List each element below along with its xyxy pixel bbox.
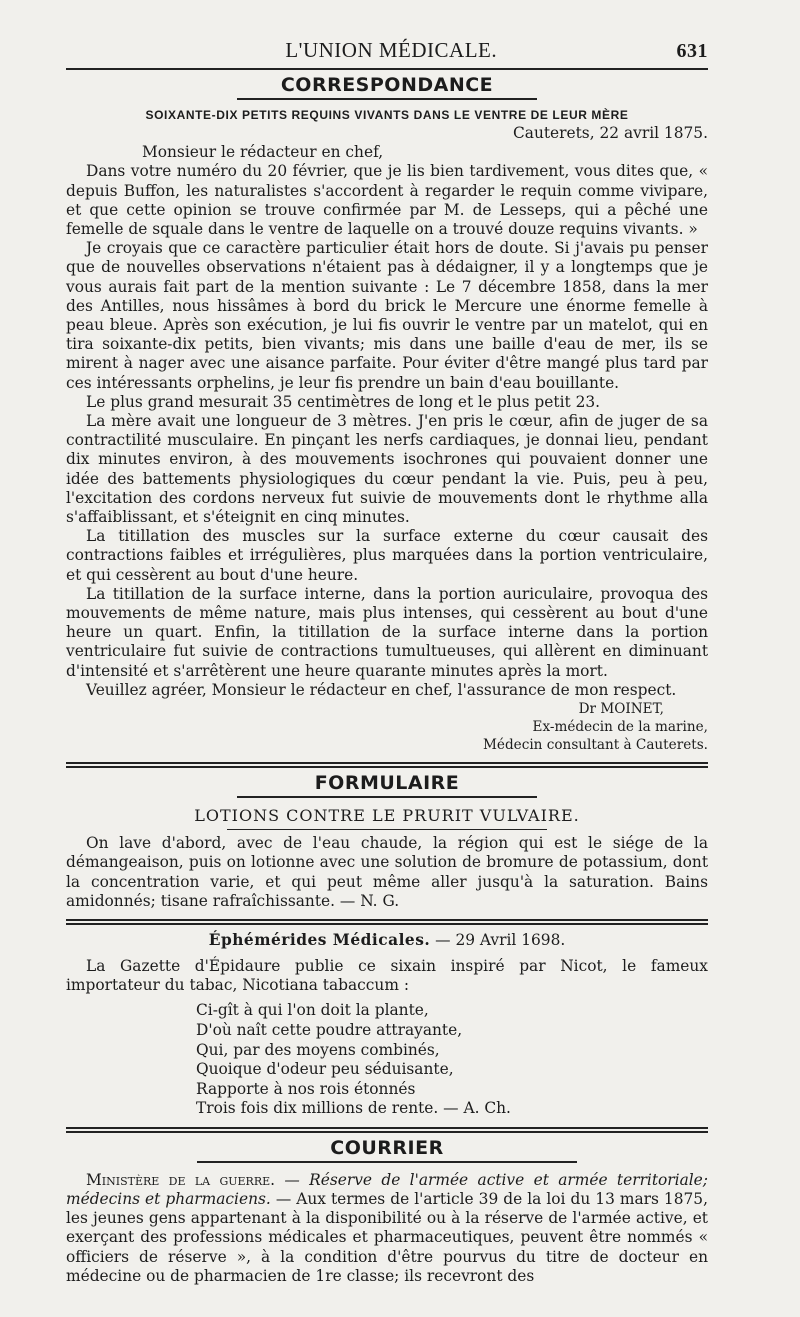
paragraph-3: Le plus grand mesurait 35 centimètres de long et le plus petit 23. bbox=[86, 392, 601, 411]
paragraph-2: Je croyais que ce caractère particulier était hors de doute. Si j'avais pu penser que de nouvelles observations n'étaient pas à dédaigner, il y a longtemps que je vous aurais fait part de la mention suivante : Le 7 décembre 1858, dans la mer des Antilles, nous hissâmes à bord du brick le Mercure une énorme femelle à peau bleue. Après son exécution, je lui fis ouvrir le ventre par un matelot, qui en tira soixante-dix petits, bien vivants; mis dans une baille d'eau de mer, ils se mirent à nager avec une aisance parfaite. Pour éviter d'être mangé plus tard par ces intéressants orphelins, je leur fis prendre un bain d'eau bouillante. bbox=[66, 239, 708, 392]
running-header bbox=[66, 38, 708, 70]
heading-rule bbox=[197, 1161, 577, 1163]
journal-title: L'UNION MÉDICALE. bbox=[285, 38, 498, 62]
paragraph-1: Dans votre numéro du 20 février, que je lis bien tardivement, vous dites que, « depuis Buffon, les naturalistes s'accordent à regarder le requin comme vivipare, et que cette opinion se trouve confirmée par M. de Lesseps, qui a pêché une femelle de squale dans le ventre de laquelle on a trouvé douze requins vivants. » bbox=[66, 162, 708, 239]
courrier-text: — Aux termes de l'article 39 de la loi du 13 mars 1875, les jeunes gens appartenant à la disponibilité ou à la réserve de l'armée active, et exerçant des professions médicales et pharmaceutiques, peuvent être nommés « officiers de réserve », à la condition d'être pourvus du titre de docteur en médecine ou de pharmacien de 1re classe; ils recevront des bbox=[66, 1190, 708, 1285]
courrier-lead: Ministère de la guerre. bbox=[86, 1170, 276, 1189]
courrier-heading-text: COURRIER bbox=[322, 1137, 451, 1159]
heading-rule bbox=[237, 98, 537, 100]
heading-rule bbox=[237, 796, 537, 798]
verse-line: Ci-gît à qui l'on doit la plante, bbox=[196, 1001, 429, 1020]
ephemerides-date: — 29 Avril 1698. bbox=[435, 930, 566, 949]
ephemerides-intro: La Gazette d'Épidaure publie ce sixain inspiré par Nicot, le fameux importateur du tabac, Nicotiana tabaccum : bbox=[66, 956, 708, 995]
verse-line: Trois fois dix millions de rente. — A. Ch. bbox=[196, 1099, 511, 1118]
section-heading-courrier bbox=[66, 1137, 708, 1159]
page-number: 631 bbox=[676, 40, 708, 62]
formulaire-heading-text: FORMULAIRE bbox=[307, 772, 468, 794]
paragraph-5: La titillation des muscles sur la surface externe du cœur causait des contractions faibles et irrégulières, plus marquées dans la portion ventriculaire, et qui cessèrent au bout d'une heure. bbox=[66, 527, 708, 584]
section-heading-formulaire bbox=[66, 772, 708, 794]
verse-line: D'où naît cette poudre attrayante, bbox=[196, 1020, 463, 1039]
ephemerides-heading bbox=[66, 931, 708, 949]
sixain-verse bbox=[196, 1001, 708, 1119]
formulaire-subheading: LOTIONS CONTRE LE PRURIT VULVAIRE. bbox=[194, 806, 580, 826]
article-subheading: SOIXANTE-DIX PETITS REQUINS VIVANTS DANS LE VENTRE DE LEUR MÈRE bbox=[145, 108, 629, 122]
dateline: Cauterets, 22 avril 1875. bbox=[513, 124, 708, 142]
correspondance-heading-text: CORRESPONDANCE bbox=[273, 74, 501, 96]
ephemerides-title: Éphémérides Médicales. bbox=[208, 930, 431, 949]
verse-line: Quoique d'odeur peu séduisante, bbox=[196, 1060, 454, 1079]
section-divider bbox=[66, 919, 708, 925]
subheading-rule bbox=[227, 829, 547, 830]
courrier-title: — Réserve de l'armée active et armée territoriale; médecins et pharmaciens. bbox=[66, 1170, 708, 1209]
paragraph-6: La titillation de la surface interne, dans la portion auriculaire, provoqua des mouvements de même nature, mais plus intenses, qui cessèrent au bout d'une heure un quart. Enfin, la titillation de la surface interne dans la portion ventriculaire fut suivie de contractions tumultueuses, qui allèrent en diminuant d'intensité et s'arrêtèrent une heure quarante minutes après la mort. bbox=[66, 584, 708, 680]
signature-line-1: Ex-médecin de la marine, bbox=[532, 719, 708, 736]
paragraph-4: La mère avait une longueur de 3 mètres. J'en pris le cœur, afin de juger de sa contractilité musculaire. En pinçant les nerfs cardiaques, je donnai lieu, pendant dix minutes environ, à des mouvements isochrones qui pouvaient donner une idée des battements physiologiques du cœur pendant la vie. Puis, peu à peu, l'excitation des cordons nerveux fut suivie de mouvements dont le rhythme alla s'affaiblissant, et s'éteignit en cinq minutes. bbox=[66, 412, 708, 527]
paragraph-7: Veuillez agréer, Monsieur le rédacteur en chef, l'assurance de mon respect. bbox=[86, 680, 677, 699]
section-divider bbox=[66, 762, 708, 768]
verse-line: Qui, par des moyens combinés, bbox=[196, 1040, 440, 1059]
verse-line: Rapporte à nos rois étonnés bbox=[196, 1079, 416, 1098]
formulaire-text: On lave d'abord, avec de l'eau chaude, la région qui est le siége de la démangeaison, puis on lotionne avec une solution de bromure de potassium, dont la concentration varie, et qui peut même aller jusqu'à la saturation. Bains amidonnés; tisane rafraîchissante. — N. G. bbox=[66, 834, 708, 910]
signature-line-2: Médecin consultant à Cauterets. bbox=[483, 737, 708, 754]
section-divider bbox=[66, 1127, 708, 1133]
courrier-paragraph bbox=[66, 1171, 708, 1286]
salutation: Monsieur le rédacteur en chef, bbox=[142, 143, 384, 162]
section-heading-correspondance bbox=[66, 74, 708, 96]
signature-name: Dr MOINET, bbox=[578, 701, 664, 718]
